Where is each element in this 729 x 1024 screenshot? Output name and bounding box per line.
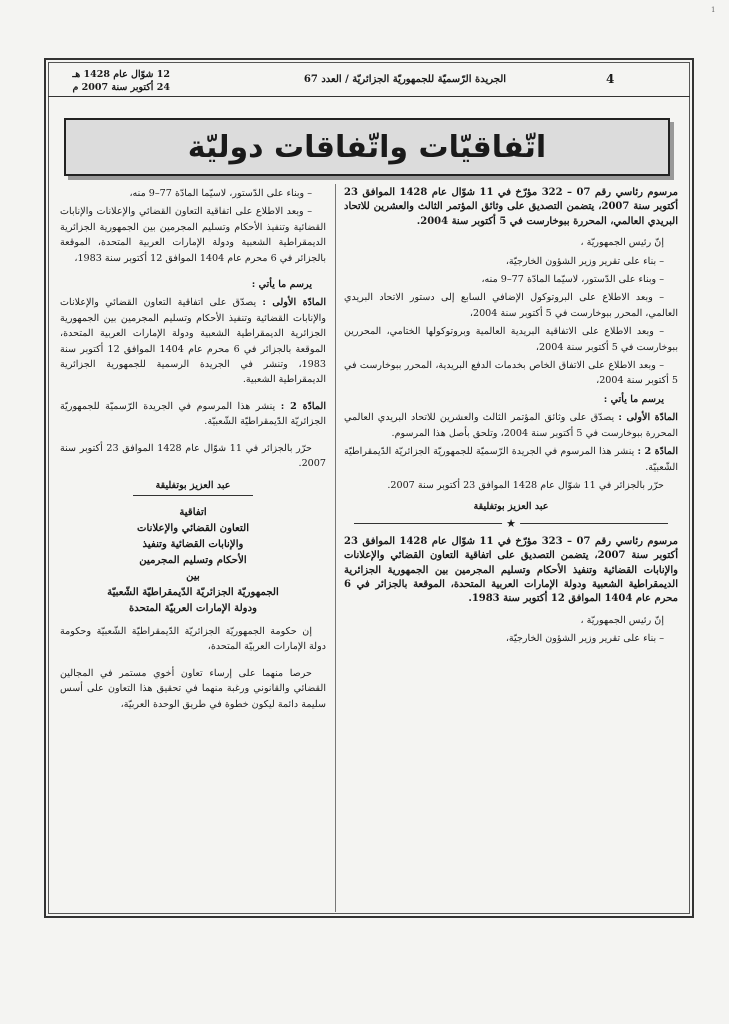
decree-2-title: مرسوم رئاسي رقم 07 – 323 مؤرّخ في 11 شوّال عام 1428 الموافق 23 أكتوبر سنة 2007، يتضمن التصديق على اتفاقية التعاون القضائي والإعلانات والإنابات القضائية وتنفيذ الأحكام وتسليم المجرمين بين الجمهورية الجزائرية الديمقراطية الشعبية ودولة الإمارات العربية المتحدة، الموقعة بالجزائر في 6 محرم عام 1404 الموافق 12 أكتوبر سنة 1983.	[344, 535, 679, 605]
agreement-title-line: الجمهوريّة الجزائريّة الدّيمقراطيّة الشّعبيّة	[107, 585, 279, 598]
article-2-label: المادّة 2 :	[637, 446, 678, 458]
preamble-protocol: – وبعد الاطلاع على البروتوكول الإضافي السابع إلى دستور الاتحاد البريدي العالمي، المحرر ببوخارست في 5 أكتوبر سنة 2004،	[344, 292, 678, 319]
article-1	[344, 410, 678, 441]
header-dates	[60, 68, 170, 94]
agreement-title	[60, 504, 326, 616]
agreement-title-line: التعاون القضائي والإعلانات	[136, 521, 250, 534]
section-title-box	[64, 118, 670, 176]
agreement-title-line: اتفاقية	[179, 505, 207, 518]
decree-word-2: يرسم ما يأتي :	[251, 279, 312, 291]
article-2-b-text: ينشر هذا المرسوم في الجريدة الرّسميّة للجمهوريّة الجزائريّة الدّيمقراطيّة الشّعبيّة.	[60, 400, 326, 428]
preamble-president-2: إنّ رئيس الجمهوريّة ،	[580, 614, 664, 626]
column-divider	[335, 184, 336, 912]
header-date-gregorian: 24 أكتوبر سنة 2007 م	[72, 82, 170, 93]
right-column	[344, 186, 678, 650]
preamble-report-2: – بناء على تقرير وزير الشؤون الخارجيّة،	[505, 633, 664, 645]
preamble-constitution: – وبناء على الدّستور، لاسيّما المادّة 77–9 منه،	[481, 274, 664, 286]
article-1-b	[60, 295, 326, 387]
signature-2: عبد العزيز بوتفليقة	[155, 479, 231, 491]
agreement-preamble-1: إن حكومة الجمهوريّة الجزائريّة الدّيمقراطيّة الشّعبيّة وحكومة دولة الإمارات العربيّة المتحدة،	[60, 625, 326, 653]
star-divider	[344, 517, 678, 529]
article-2-text: ينشر هذا المرسوم في الجريدة الرّسميّة للجمهوريّة الجزائريّة الدّيمقراطيّة الشّعبيّة.	[344, 446, 678, 473]
preamble-president: إنّ رئيس الجمهوريّة ،	[580, 237, 664, 249]
left-column	[60, 186, 326, 715]
preamble-constitution-2: – وبناء على الدّستور، لاسيّما المادّة 77–9 منه،	[129, 188, 312, 199]
preamble-convention: – وبعد الاطلاع على الاتفاقية البريدية العالمية وبروتوكولها الختامي، المحررين ببوخارست في 5 أكتوبر سنة 2004،	[344, 326, 678, 353]
signature: عبد العزيز بوتفليقة	[473, 501, 549, 513]
agreement-title-line: والإنابات القضائية وتنفيذ	[142, 537, 244, 550]
preamble-report: – بناء على تقرير وزير الشؤون الخارجيّة،	[505, 255, 664, 267]
scan-corner-mark: 1	[711, 6, 716, 14]
header-date-hijri: 12 شوّال عام 1428 هـ	[72, 69, 170, 80]
decree-word: يرسم ما يأتي :	[603, 393, 664, 405]
header-page-number: 4	[606, 72, 615, 86]
article-1-text: يصدّق على وثائق المؤتمر الثالث والعشرين للاتحاد البريدي العالمي المحررة ببوخارست في 5 أكتوبر سنة 2004، وتلحق بأصل هذا المرسوم.	[344, 412, 678, 439]
star-icon: ★	[502, 516, 520, 531]
decree-1-title: مرسوم رئاسي رقم 07 – 322 مؤرّخ في 11 شوّال عام 1428 الموافق 23 أكتوبر سنة 2007، يتضمن التصديق على وثائق المؤتمر الثالث والعشرين للاتحاد البريدي العالمي، المحررة ببوخارست في 5 أكتوبر سنة 2004.	[344, 187, 679, 227]
agreement-title-line: الأحكام وتسليم المجرمين	[139, 553, 247, 566]
header-divider	[48, 96, 690, 97]
done-at: حرّر بالجزائر في 11 شوّال عام 1428 الموافق 23 أكتوبر سنة 2007.	[387, 479, 664, 491]
preamble-payment-agreement: – وبعد الاطلاع على الاتفاق الخاص بخدمات الدفع البريدية، المحرر ببوخارست في 5 أكتوبر سنة 2004،	[344, 360, 678, 387]
article-1-b-text: يصدّق على اتفاقية التعاون القضائي والإعلانات والإنابات القضائية وتنفيذ الأحكام وتسليم المجرمين بين الجمهورية الجزائرية الديمقراطية الشعبية ودولة الإمارات العربية المتحدة، الموقعة بالجزائر في 6 محرم عام 1404 الموافق 12 أكتوبر سنة 1983، وتنشر في الجريدة الرسمية للجمهورية الجزائرية الديمقراطية الشعبية.	[60, 297, 326, 386]
article-2-b-label: المادّة 2 :	[280, 400, 326, 412]
done-at-2: حرّر بالجزائر في 11 شوّال عام 1428 الموافق 23 أكتوبر سنة 2007.	[60, 442, 326, 470]
article-2-b	[60, 399, 326, 430]
agreement-preamble-2: حرصا منهما على إرساء تعاون أخوي مستمر في المجالين القضائي والقانوني ورغبة منهما في تحقيق هذا التعاون على أسس سليمة دائمة ليكون خطوة في طريق الوحدة العربيّة،	[60, 667, 326, 710]
section-title: اتّفاقيّات واتّفاقات دوليّة	[187, 129, 547, 165]
article-1-label: المادّة الأولى :	[618, 412, 678, 424]
header-journal-title: الجريدة الرّسميّة للجمهوريّة الجزائريّة / العدد 67	[303, 74, 507, 85]
signature-rule	[133, 495, 253, 496]
preamble-agreement: – وبعد الاطلاع على اتفاقية التعاون القضائي والإعلانات والإنابات القضائية وتنفيذ الأحكام وتسليم المجرمين بين الجمهورية الجزائرية الديمقراطية الشعبية ودولة الإمارات العربية المتحدة، الموقعة بالجزائر في 6 محرم عام 1404 الموافق 12 أكتوبر سنة 1983،	[60, 206, 326, 264]
agreement-title-line: بين	[186, 569, 200, 582]
article-2	[344, 444, 678, 475]
article-1-b-label: المادّة الأولى :	[262, 297, 326, 309]
agreement-title-line: ودولة الإمارات العربيّة المتحدة	[128, 601, 258, 614]
